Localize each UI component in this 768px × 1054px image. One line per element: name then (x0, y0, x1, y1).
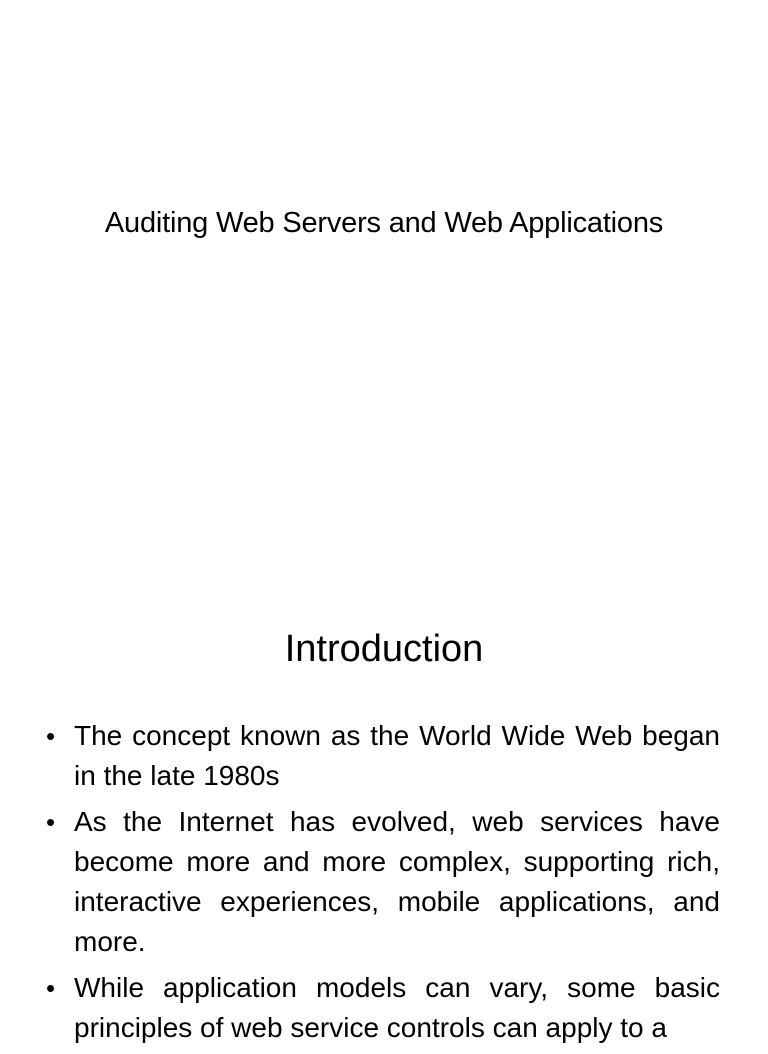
bullet-item (46, 968, 720, 1048)
bullet-icon: • (46, 973, 56, 1003)
bullet-list (46, 716, 720, 1054)
slide-heading: Introduction (284, 628, 484, 670)
presentation-title: Auditing Web Servers and Web Applications (104, 207, 664, 239)
bullet-text: While application models can vary, some basic principles of web service controls can apply to a (74, 972, 720, 1043)
introduction-slide (0, 576, 768, 1043)
bullet-item (46, 716, 720, 796)
bullet-text: The concept known as the World Wide Web began in the late 1980s (74, 720, 720, 791)
bullet-icon: • (46, 807, 56, 837)
bullet-text: As the Internet has evolved, web services have become more and more complex, supporting rich, interactive experiences, mobile applications, and more. (74, 806, 720, 957)
bullet-item (46, 802, 720, 962)
bullet-icon: • (46, 721, 56, 751)
